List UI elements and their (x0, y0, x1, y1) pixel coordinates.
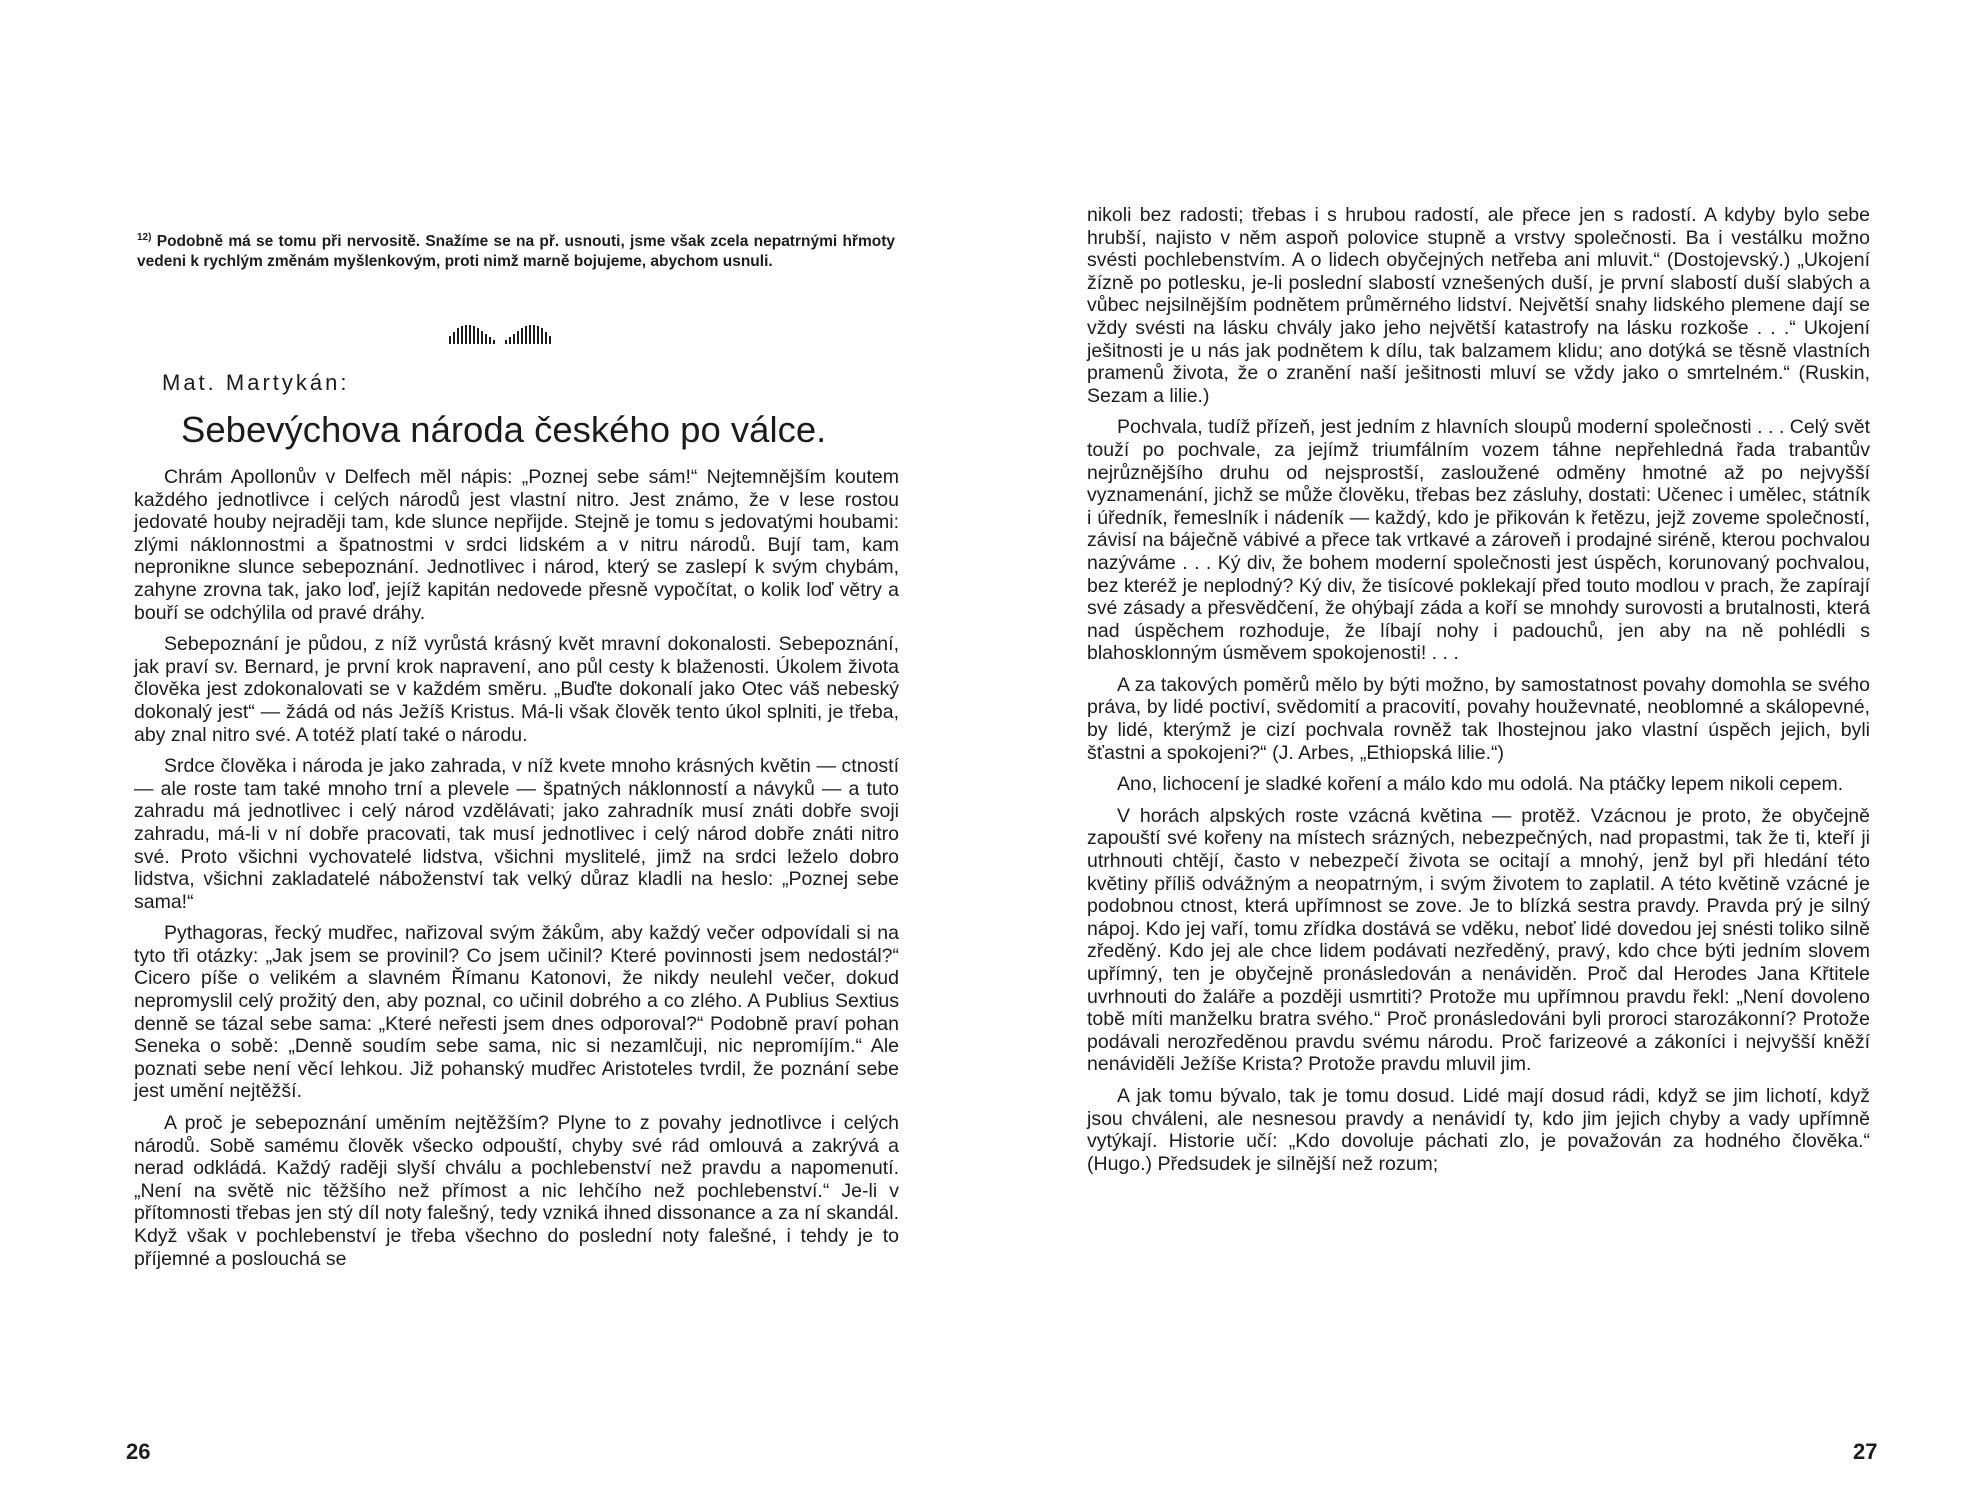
paragraph: Sebepoznání je půdou, z níž vyrůstá krásný květ mravní dokonalosti. Sebepoznání, jak praví sv. Bernard, je první krok napravení, ano půl cesty k blaženosti. Úkolem života člověka jest zdokonalovati se v každém směru. „Buďte dokonalí jako Otec váš nebeský dokonalý jest“ — žádá od nás Ježíš Kristus. Má-li však člověk tento úkol splniti, je třeba, aby znal nitro své. A totéž platí také o národu. (134, 633, 899, 746)
paragraph: A jak tomu bývalo, tak je tomu dosud. Lidé mají dosud rádi, když se jim lichotí, když jsou chváleni, ale nesnesou pravdy a nenávidí ty, kdo jim jejich chyby a vady upřímně vytýkají. Historie učí: „Kdo dovoluje páchati zlo, je považován za hodného člověka.“ (Hugo.) Předsudek je silnější než rozum; (1087, 1084, 1870, 1175)
article-title: Sebevýchova národa českého po válce. (181, 409, 827, 450)
left-page-body (134, 466, 899, 1279)
paragraph: Pythagoras, řecký mudřec, nařizoval svým žákům, aby každý večer odpovídali si na tyto tři otázky: „Jak jsem se provinil? Co jsem učinil? Které povinnosti jsem nedostál?“ Cicero píše o velikém a slavném Římanu Katonovi, že nikdy neulehl večer, dokud nepromyslil celý prožitý den, aby poznal, co učinil dobrého a co zlého. A Publius Sextius denně se tázal sebe sama: „Které neřesti jsem dnes odporoval?“ Podobně praví pohan Seneka o sobě: „Denně soudím sebe sama, nic si nezamlčuji, nic nepromíjím.“ Ale poznati sebe není věcí lehkou. Již pohanský mudřec Aristoteles tvrdil, že poznání sebe jest umění nejtěžší. (134, 922, 899, 1103)
paragraph: Chrám Apollonův v Delfech měl nápis: „Poznej sebe sám!“ Nejtemnějším koutem každého jednotlivce i celých národů jest vlastní nitro. Jest známo, že v lese rostou jedovaté houby nejraději tam, kde slunce nepřijde. Stejně je tomu s jedovatými houbami: zlými náklonnostmi a špatnostmi v srdci lidském a v nitru národů. Bují tam, kam nepronikne slunce sebepoznání. Jednotlivec i národ, který se zaslepí k svým chybám, zahyne zrovna tak, jako loď, jejíž kapitán nedovede přesně vypočítat, o kolik loď větry a bouří se odchýlila od pravé dráhy. (134, 466, 899, 624)
right-page-body (1087, 204, 1870, 1184)
page-number-left: 26 (126, 1439, 151, 1464)
paragraph: Ano, lichocení je sladké koření a málo kdo mu odolá. Na ptáčky lepem nikoli cepem. (1117, 773, 1844, 796)
footnote-marker: 12) (137, 232, 152, 243)
decorative-divider-icon (440, 318, 560, 348)
paragraph: Pochvala, tudíž přízeň, jest jedním z hlavních sloupů moderní společnosti . . . Celý svět touží po pochvale, za jejímž triumfálním vozem táhne nepřehledná řada trabantův nejrůznějšího druhu od nejsprostší, zasloužené odměny hmotné až po nejvyšší vyznamenání, jichž se může člověku, třebas bez zásluhy, dostati: Učenec i umělec, státník i úředník, řemeslník i nádeník — každý, kdo je přikován k řetězu, jejž zoveme společností, závisí na báječně vábivé a přece tak vrtkavé a zároveň i prodajné siréně, kterou pochvalou nazýváme . . . Ký div, že bohem moderní společnosti jest úspěch, korunovaný pochvalou, bez kteréž je neplodný? Ký div, že tisícové poklekají před touto modlou v prach, že zapírají své zásady a přesvědčení, že ohýbají záda a koří se mnohdy surovosti a brutalnosti, která nad úspěchem rozhoduje, že líbají nohy i padouchů, jen aby na ně pohlédli s blahosklonným úsměvem spokojenosti! . . . (1087, 416, 1870, 665)
footnote (137, 228, 895, 272)
page-number-right: 27 (1853, 1439, 1878, 1464)
paragraph: A za takových poměrů mělo by býti možno, by samostatnost povahy domohla se svého práva, by lidé poctiví, svědomití a pracovití, povahy houževnaté, neoblomné a skálopevné, by lidé, kterýmž je cizí pochvala rovněž tak lhostejnou jako vlastní úspěch jejich, byli šťastni a spokojeni?“ (J. Arbes, „Ethiopská lilie.“) (1087, 673, 1870, 764)
paragraph: V horách alpských roste vzácná květina — protěž. Vzácnou je proto, že obyčejně zapouští své kořeny na místech srázných, nebezpečných, nad propastmi, tak že ti, kteří ji utrhnouti chtějí, často v nebezpečí života se ocitají a mnohý, jenž byl při hledání této květiny příliš odvážným a neopatrným, i svým životem to zaplatil. A této květině vzácné je podobnou ctnost, která upřímnost se zove. Je to blízká sestra pravdy. Pravda prý je silný nápoj. Kdo jej vaří, tomu zřídka dostává se vděku, neboť lidé dovedou jej snésti toliko silně zředěný. Kdo jej ale chce lidem podávati nezředěný, pravý, kdo chce býti jedním slovem upřímný, ten je obyčejně pronásledován a nenáviděn. Proč dal Herodes Jana Křtitele uvrhnouti do žaláře a později usmrtiti? Protože mu upřímnou pravdu řekl: „Není dovoleno tobě míti manželku bratra svého.“ Proč pronásledováni byli proroci starozákonní? Protože podávali nerozředěnou pravdu svému národu. Proč farizeové a zákoníci i nejvyšší kněží nenáviděli Ježíše Krista? Protože pravdu mluvil jim. (1087, 804, 1870, 1076)
paragraph: nikoli bez radosti; třebas i s hrubou radostí, ale přece jen s radostí. A kdyby bylo sebe hrubší, najisto v něm aspoň polovice stupně a vrstvy společnosti. Ba i vestálku možno svésti pochlebenstvím. A o lidech obyčejných netřeba ani mluvit.“ (Dostojevský.) „Ukojení žízně po potlesku, je-li poslední slabostí vznešených duší, je první slabostí duší slabých a vůbec nejsilnějším podnětem průměrného lidství. Největší snahy lidského plemene dají se vždy svésti na lásku chvály jako jeho největší katastrofy na lásku rozkoše . . .“ Ukojení ješitnosti je u nás jak podnětem k dílu, tak balzamem klidu; ano dotýká se těsně vlastních pramenů života, že o zranění naší ješitnosti mluví se vždy jako o smrtelném.“ (Ruskin, Sezam a lilie.) (1087, 204, 1870, 407)
footnote-text: Podobně má se tomu při nervositě. Snažíme se na př. usnouti, jsme však zcela nepatrnými hřmoty vedeni k rychlým změnám myšlenkovým, proti nimž marně bojujeme, abychom usnuli. (137, 233, 895, 271)
article-author: Mat. Martykán: (162, 370, 350, 395)
paragraph: Srdce člověka i národa je jako zahrada, v níž kvete mnoho krásných květin — ctností — ale roste tam také mnoho trní a plevele — špatných náklonností a návyků — a tuto zahradu má jednotlivec i celý národ vzdělávati; jako zahradník musí znáti dobře svoji zahradu, má-li v ní dobře pracovati, tak musí jednotlivec i celý národ dobře znáti nitro své. Proto všichni vychovatelé lidstva, všichni myslitelé, jimž na srdci leželo dobro lidstva, všichni zakladatelé náboženství tak velký důraz kladli na heslo: „Poznej sebe sama!“ (134, 755, 899, 913)
right-page (993, 0, 1986, 1501)
paragraph: A proč je sebepoznání uměním nejtěžším? Plyne to z povahy jednotlivce i celých národů. Sobě samému člověk všecko odpouští, chyby své rád omlouvá a zakrývá a nerad odkládá. Každý raději slyší chválu a pochlebenství než pravdu a napomenutí. „Není na světě nic těžšího než přímost a nic lehčího než pochlebenství.“ Je-li v přítomnosti třebas jen stý díl noty falešný, tedy vzniká ihned dissonance a za ní skandál. Když však v pochlebenství je třeba všechno do poslední noty falešné, i tehdy je to příjemné a poslouchá se (134, 1112, 899, 1270)
